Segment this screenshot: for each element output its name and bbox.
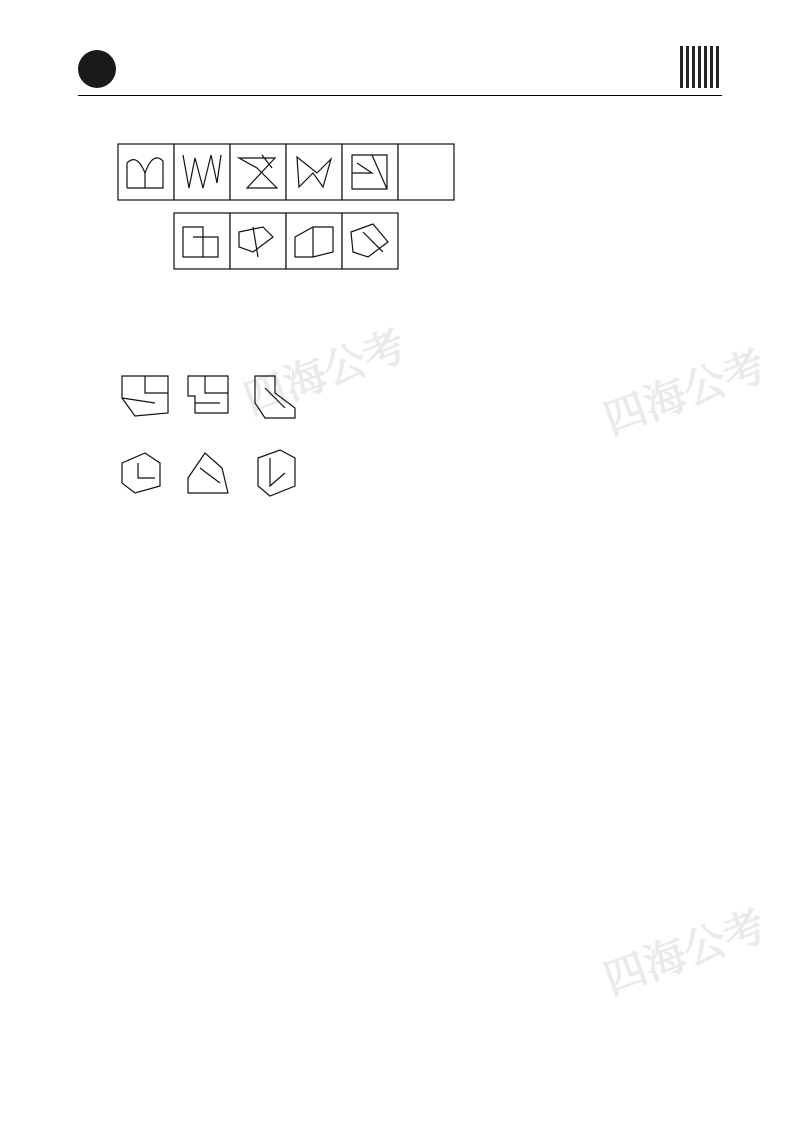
sail-logo-icon bbox=[78, 50, 116, 88]
watermark: 四海公考 bbox=[597, 900, 773, 1005]
q10-figures bbox=[110, 368, 310, 528]
q12-options-row bbox=[172, 956, 437, 1056]
watermark: 四海公考 bbox=[237, 320, 413, 425]
header-divider bbox=[78, 95, 722, 96]
q9-figure-row bbox=[117, 143, 457, 203]
brand-logo bbox=[78, 50, 238, 90]
qr-code-icon bbox=[680, 46, 722, 88]
q12-figure-row bbox=[108, 878, 503, 950]
q9-options-row bbox=[173, 212, 401, 292]
q11-figures bbox=[110, 650, 630, 745]
watermark: 四海公考 bbox=[597, 340, 773, 445]
